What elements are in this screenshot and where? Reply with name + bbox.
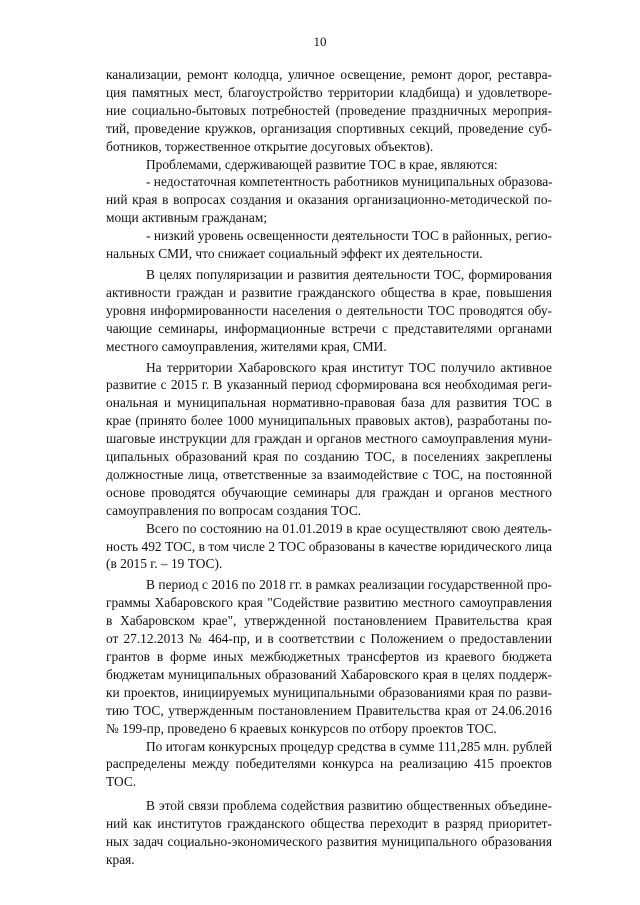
text-line: активности граждан и развитие гражданского общества в крае, повышения (106, 284, 552, 300)
text-line: Всего по состоянию на 01.01.2019 в крае осуществляют свою деятель- (146, 520, 552, 536)
text-line: крае (принято более 1000 муниципальных правовых актов), разработаны по- (106, 413, 552, 429)
text-line: граммы Хабаровского края "Содействие развитию местного самоуправления (106, 595, 552, 611)
text-line: шаговые инструкции для граждан и органов местного самоуправления муни- (106, 431, 552, 447)
text-line: местного самоуправления, жителями края, СМИ. (106, 338, 387, 354)
text-line: - низкий уровень освещенности деятельности ТОС в районных, регио- (146, 228, 552, 244)
text-line: На территории Хабаровского края институт ТОС получило активное (146, 359, 552, 375)
text-line: в Хабаровском крае", утвержденной постановлением Правительства края (106, 613, 552, 629)
text-line: чающие семинары, информационные встречи с представителями органами (106, 320, 552, 336)
text-line: основе проводятся обучающие семинары для граждан и органов местного (106, 484, 552, 500)
paragraph (106, 156, 552, 174)
document-body (106, 66, 552, 869)
text-line: канализации, ремонт колодца, уличное освещение, ремонт дорог, реставра- (106, 67, 552, 82)
text-line: По итогам конкурсных процедур средства в сумме 111,285 млн. рублей (146, 738, 552, 754)
text-line: В этой связи проблема содействия развитию общественных объедине- (146, 798, 552, 814)
text-line: (в 2015 г. – 19 ТОС). (106, 556, 223, 572)
text-line: грантов в форме иных межбюджетных трансфертов из краевого бюджета (106, 649, 552, 664)
paragraph (106, 576, 552, 737)
text-line: уровня информированности населения о деятельности ТОС проводятся обу- (106, 302, 552, 318)
paragraph (106, 173, 552, 227)
text-line: ципальных образований края по созданию ТОС, в поселениях закреплены (106, 449, 552, 465)
text-line: мощи активным гражданам; (106, 210, 268, 226)
text-line: ний края в вопросах создания и оказания организационно-методической по- (106, 192, 552, 208)
text-line: ки проектов, инициируемых муниципальными образованиями края по разви- (106, 684, 552, 700)
text-line: ний как институтов гражданского общества переходит в разряд приоритет- (106, 816, 552, 832)
text-line: ция памятных мест, благоустройство территории кладбища) и удовлетворе- (106, 84, 552, 100)
text-line: ТОС. (106, 774, 137, 790)
paragraph (106, 266, 552, 356)
text-line: В период с 2016 по 2018 гг. в рамках реализации государственной про- (146, 577, 552, 593)
text-line: - недостаточная компетентность работников муниципальных образова- (146, 174, 553, 190)
text-line: самоуправления по вопросам создания ТОС. (106, 502, 362, 518)
paragraph (106, 227, 552, 263)
text-line: тию ТОС, утвержденным постановлением Правительства края от 24.06.2016 (106, 702, 552, 718)
text-line: ных задач социально-экономического развития муниципального образования (106, 834, 552, 850)
text-line: ональная и муниципальная нормативно-правовая база для развития ТОС в (106, 395, 552, 411)
text-line: ность 492 ТОС, в том числе 2 ТОС образованы в качестве юридического лица (106, 538, 552, 554)
text-line: тий, проведение кружков, организация спортивных секций, проведение суб- (106, 120, 552, 136)
text-line: ботников, торжественное открытие досуговых объектов). (106, 138, 434, 154)
text-line: развитие с 2015 г. В указанный период сформирована вся необходимая реги- (106, 377, 552, 393)
text-line: нальных СМИ, что снижает социальный эффект их деятельности. (106, 246, 483, 262)
paragraph (106, 359, 552, 520)
text-line: края. (106, 851, 135, 867)
page-number: 10 (313, 34, 327, 49)
text-line: от 27.12.2013 № 464-пр, и в соответствии с Положением о предоставлении (106, 631, 552, 647)
text-line: Проблемами, сдерживающей развитие ТОС в крае, являются: (146, 156, 498, 172)
text-line: бюджетам муниципальных образований Хабаровского края в целях поддерж- (106, 666, 552, 682)
text-line: № 199-пр, проведено 6 краевых конкурсов по отбору проектов ТОС. (106, 720, 497, 736)
paragraph (106, 797, 552, 869)
paragraph (106, 738, 552, 792)
text-line: должностные лица, ответственные за взаимодействие с ТОС, на постоянной (106, 466, 552, 482)
paragraph (106, 520, 552, 574)
text-line: распределены между победителями конкурса на реализацию 415 проектов (106, 756, 552, 772)
text-line: В целях популяризации и развития деятельности ТОС, формирования (146, 266, 552, 282)
paragraph (106, 66, 552, 156)
text-line: ние социально-бытовых потребностей (проведение праздничных мероприя- (106, 102, 552, 118)
